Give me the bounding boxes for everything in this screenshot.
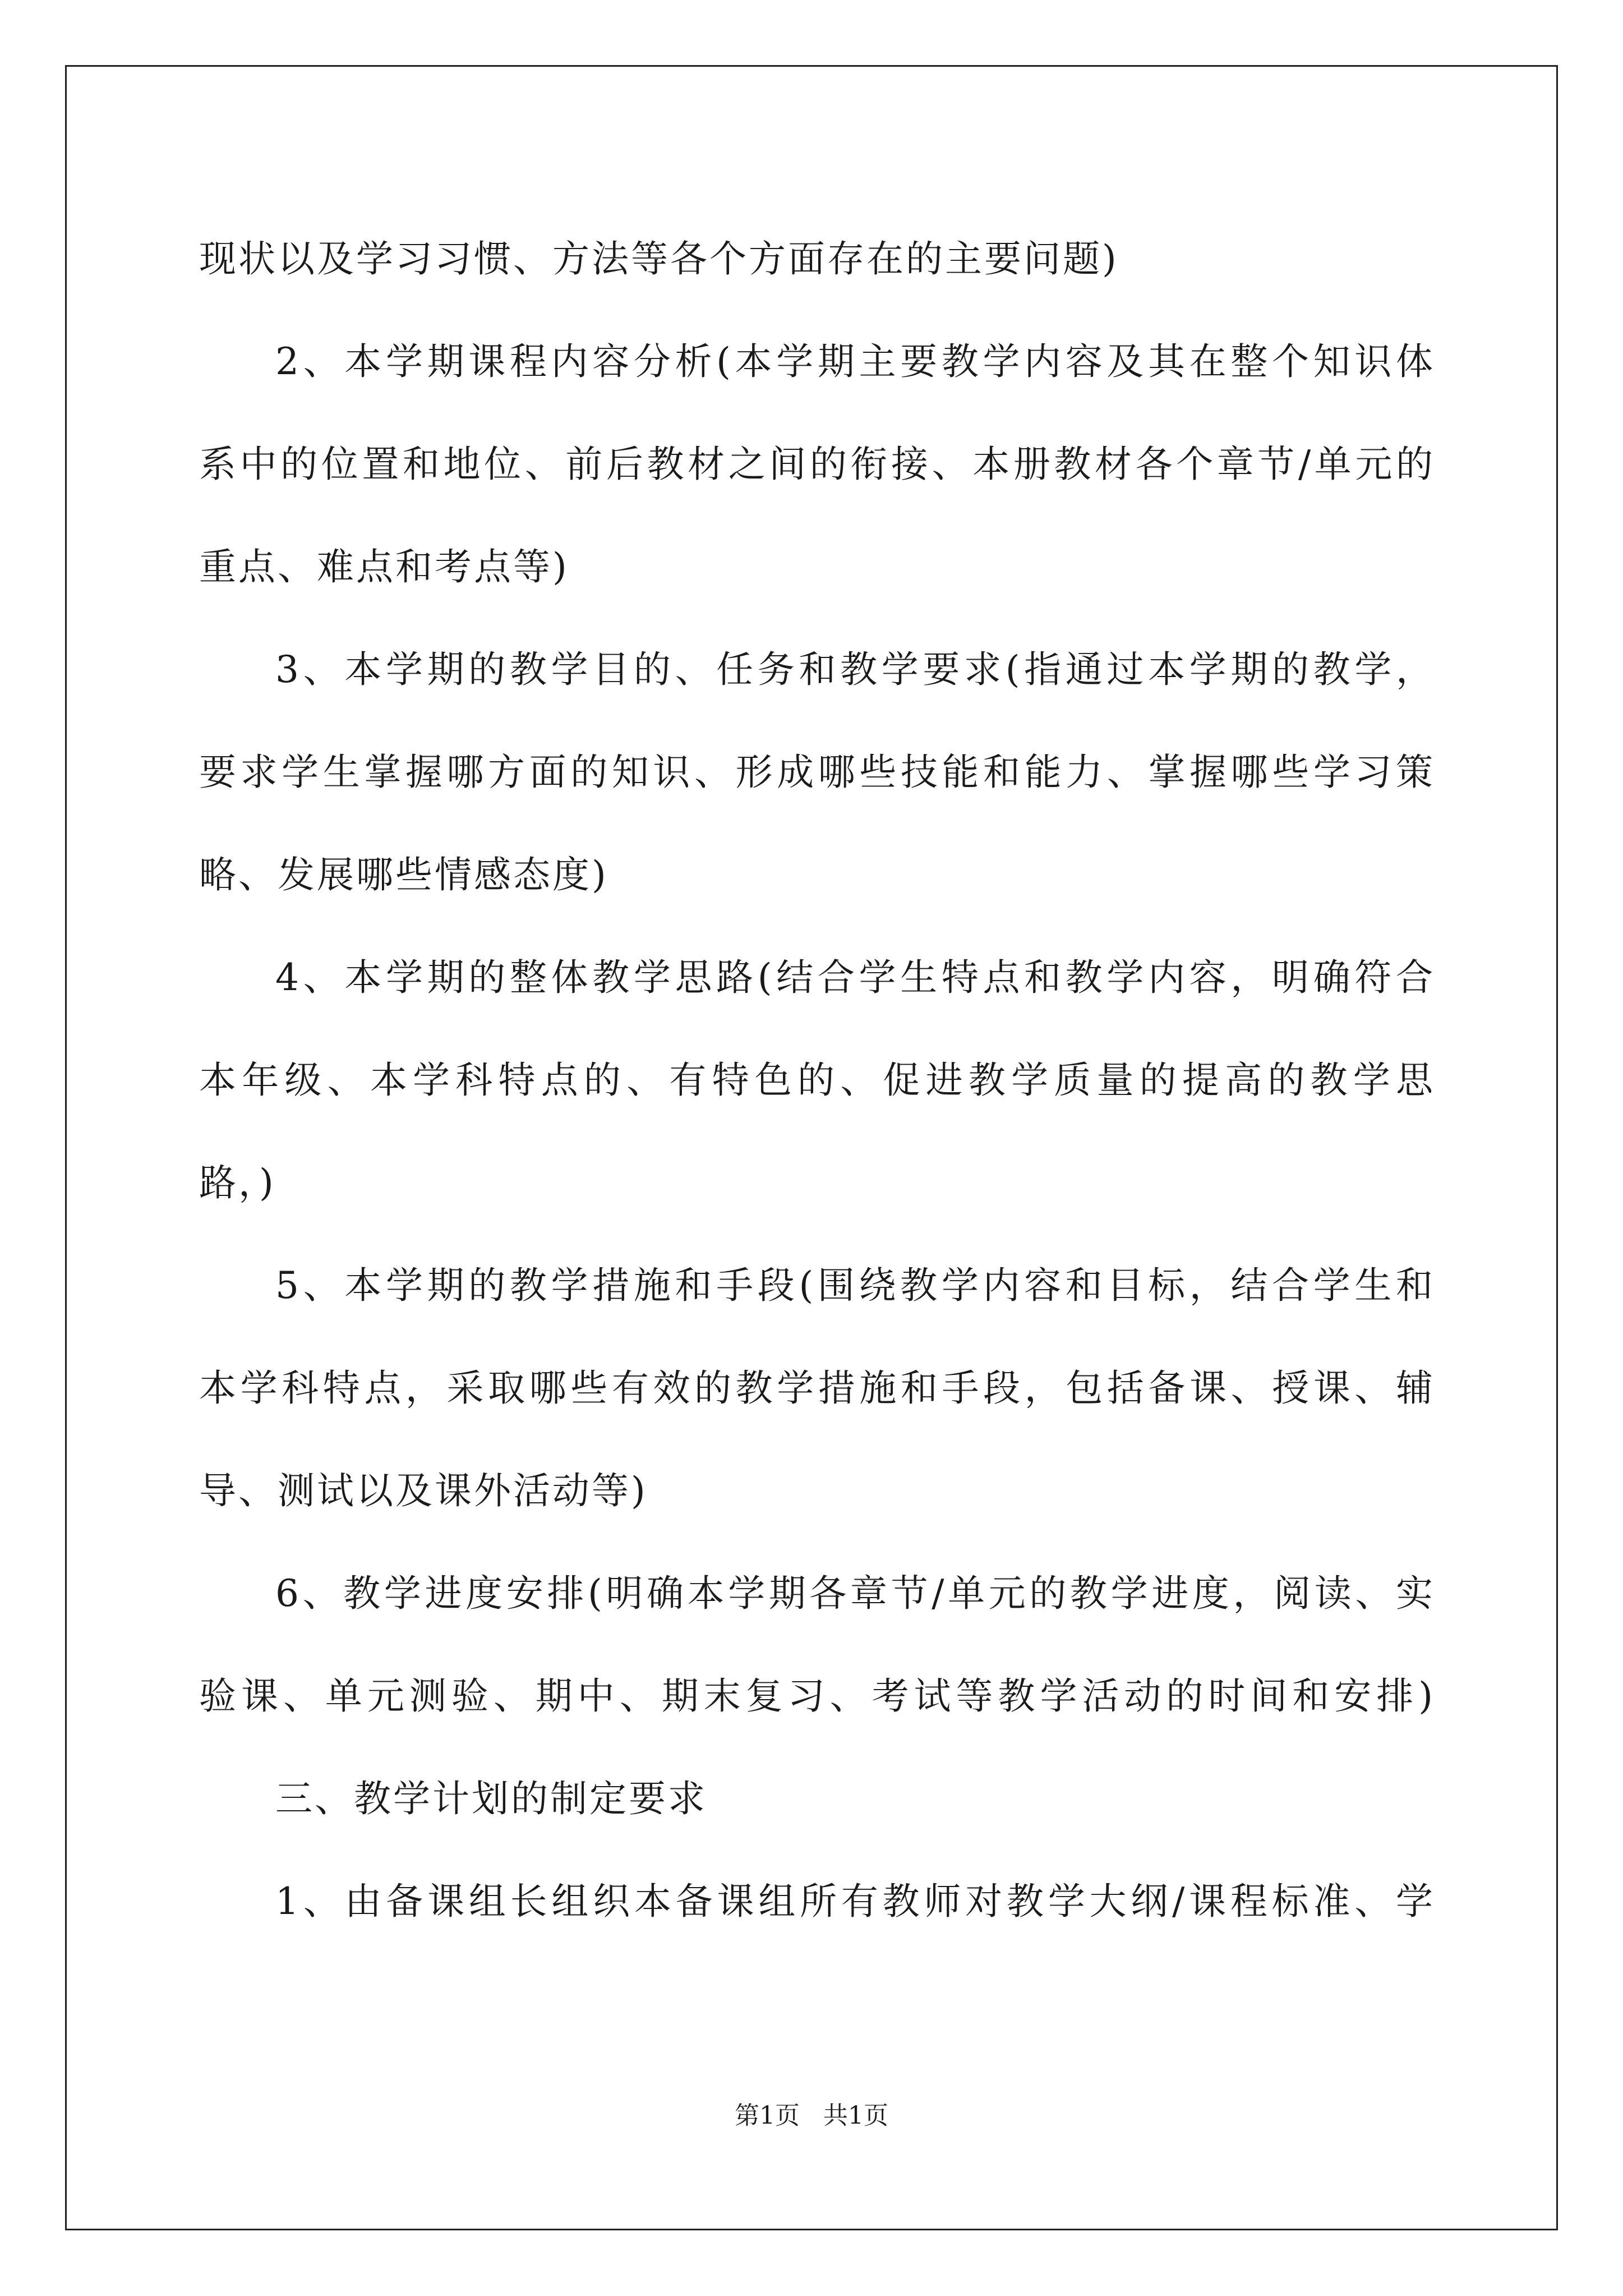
text-line: 现状以及学习习惯、方法等各个方面存在的主要问题) xyxy=(199,237,1119,280)
text-line: 略、发展哪些情感态度) xyxy=(199,853,608,896)
text-line: 5、本学期的教学措施和手段(围绕教学内容和目标，结合学生和 xyxy=(275,1264,1433,1307)
text-line: 3、本学期的教学目的、任务和教学要求(指通过本学期的教学， xyxy=(275,648,1433,691)
text-line: 1、由备课组长组织本备课组所有教师对教学大纲/课程标准、学 xyxy=(275,1880,1433,1923)
text-line: 2、本学期课程内容分析(本学期主要教学内容及其在整个知识体 xyxy=(275,340,1433,383)
page-footer: 第1页 共1页 xyxy=(735,2101,888,2130)
text-line: 系中的位置和地位、前后教材之间的衔接、本册教材各个章节/单元的 xyxy=(199,443,1433,486)
text-line: 4、本学期的整体教学思路(结合学生特点和教学内容，明确符合 xyxy=(275,956,1433,999)
document-body xyxy=(199,208,1433,1953)
text-line: 验课、单元测验、期中、期末复习、考试等教学活动的时间和安排) xyxy=(199,1674,1433,1718)
text-line: 本年级、本学科特点的、有特色的、促进教学质量的提高的教学思 xyxy=(199,1059,1433,1102)
text-line: 重点、难点和考点等) xyxy=(199,545,569,588)
text-line: 要求学生掌握哪方面的知识、形成哪些技能和能力、掌握哪些学习策 xyxy=(199,751,1433,794)
text-line: 6、教学进度安排(明确本学期各章节/单元的教学进度，阅读、实 xyxy=(275,1572,1433,1615)
text-line: 三、教学计划的制定要求 xyxy=(275,1777,707,1820)
text-line: 路，) xyxy=(199,1161,276,1204)
text-line: 导、测试以及课外活动等) xyxy=(199,1469,648,1512)
text-line: 本学科特点，采取哪些有效的教学措施和手段，包括备课、授课、辅 xyxy=(199,1366,1433,1410)
